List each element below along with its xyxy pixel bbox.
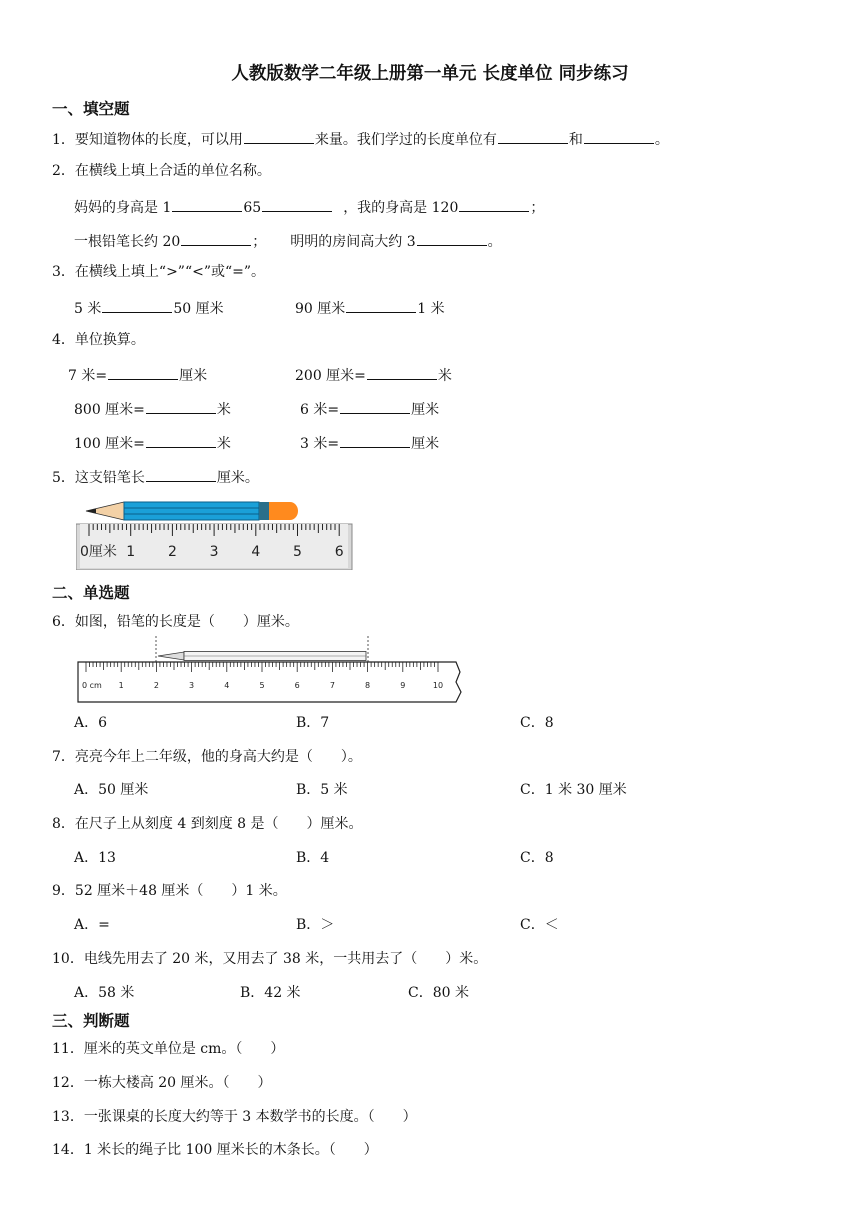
question-1 [52, 130, 669, 147]
section-heading-judge: 三、判断题 [52, 1012, 130, 1030]
ruler-tick-label: 9 [400, 681, 406, 690]
q4-text: 200 厘米= [295, 368, 366, 384]
question-9-stem: 9．52 厘米＋48 厘米（ ）1 米。 [52, 883, 287, 899]
answer-blank[interactable] [459, 198, 529, 212]
question-4-r3b [300, 434, 439, 451]
ruler-tick-label: 5 [259, 681, 265, 690]
question-3-a [74, 299, 224, 316]
question-4-r2a [74, 400, 231, 417]
question-8-stem: 8．在尺子上从刻度 4 到刻度 8 是（ ）厘米。 [52, 816, 363, 832]
answer-blank[interactable] [108, 366, 178, 380]
q4-text: 800 厘米= [74, 402, 145, 418]
q3-text: 5 米 [74, 301, 102, 317]
q5-text: 5．这支铅笔长 [52, 470, 145, 486]
answer-blank[interactable] [346, 299, 416, 313]
answer-blank[interactable] [498, 130, 568, 144]
q2-text: 65 [243, 200, 262, 216]
q8-option-b[interactable]: B．4 [296, 850, 330, 866]
question-2-line-2 [74, 232, 502, 249]
ruler-tick-label: 3 [189, 681, 195, 690]
answer-blank[interactable] [262, 198, 332, 212]
q2-text: ； [530, 200, 545, 216]
q10-option-c[interactable]: C．80 米 [408, 985, 469, 1001]
ruler-tick-label: 1 [126, 544, 136, 560]
q1-text-b: 来量。我们学过的长度单位有 [314, 132, 497, 148]
answer-blank[interactable] [172, 198, 242, 212]
ruler-tick-label: 6 [294, 681, 300, 690]
q3-text: 90 厘米 [295, 301, 346, 317]
q4-text: 厘米 [411, 436, 440, 452]
ruler-tick-label: 3 [209, 544, 219, 560]
ruler-tick-label: 8 [365, 681, 371, 690]
answer-blank[interactable] [584, 130, 654, 144]
q9-option-b[interactable]: B．＞ [296, 917, 335, 933]
q1-text-d: 。 [654, 132, 669, 148]
question-7-stem: 7．亮亮今年上二年级，他的身高大约是（ ）。 [52, 749, 362, 765]
question-4-stem: 4．单位换算。 [52, 332, 145, 348]
q2-text: 一根铅笔长约 20 [74, 234, 181, 250]
q2-text: ； [252, 234, 267, 250]
q4-text: 6 米= [300, 402, 340, 418]
answer-blank[interactable] [367, 366, 437, 380]
ruler-tick-label: 1 [118, 681, 124, 690]
q3-text: 50 厘米 [173, 301, 224, 317]
question-4-r2b [300, 400, 439, 417]
q6-option-c[interactable]: C．8 [520, 715, 554, 731]
ruler-tick-label: 2 [153, 681, 159, 690]
ruler-tick-label: 2 [167, 544, 177, 560]
ruler-tick-label: 10 [432, 681, 444, 690]
question-3-stem: 3．在横线上填上“>”“<”或“=”。 [52, 264, 266, 280]
ruler-tick-label: 4 [224, 681, 230, 690]
q7-option-b[interactable]: B．5 米 [296, 782, 348, 798]
pencil-ruler-figure-2 [76, 636, 466, 706]
ruler-tick-label: 5 [293, 544, 302, 560]
answer-blank[interactable] [340, 434, 410, 448]
question-11: 11．厘米的英文单位是 cm。（ ） [52, 1041, 285, 1057]
page-title: 人教版数学二年级上册第一单元 长度单位 同步练习 [231, 64, 629, 84]
question-5 [52, 468, 259, 485]
answer-blank[interactable] [244, 130, 314, 144]
question-4-r1b [295, 366, 452, 383]
section-heading-fill: 一、填空题 [52, 100, 130, 118]
question-2-stem: 2．在横线上填上合适的单位名称。 [52, 163, 271, 179]
ruler-tick-label: 7 [329, 681, 335, 690]
question-3-b [295, 299, 445, 316]
q2-text: ，我的身高是 120 [343, 200, 459, 216]
q7-option-a[interactable]: A．50 厘米 [74, 782, 149, 798]
ruler-icon [76, 524, 352, 570]
section-heading-choice: 二、单选题 [52, 584, 130, 602]
q4-text: 厘米 [411, 402, 440, 418]
pencil-icon [156, 636, 368, 664]
q9-option-c[interactable]: C．＜ [520, 917, 559, 933]
ruler-unit-label: 0厘米 [80, 544, 117, 560]
question-12: 12．一栋大楼高 20 厘米。（ ） [52, 1075, 272, 1091]
ruler-tick-label: 4 [251, 544, 261, 560]
question-2-line-1 [74, 198, 544, 215]
q6-option-b[interactable]: B．7 [296, 715, 330, 731]
answer-blank[interactable] [146, 434, 216, 448]
q4-text: 米 [437, 368, 452, 384]
question-13: 13．一张课桌的长度大约等于 3 本数学书的长度。（ ） [52, 1109, 417, 1125]
answer-blank[interactable] [102, 299, 172, 313]
q4-text: 3 米= [300, 436, 340, 452]
answer-blank[interactable] [146, 400, 216, 414]
ruler-tick-label: 6 [334, 544, 344, 560]
q4-text: 100 厘米= [74, 436, 145, 452]
answer-blank[interactable] [340, 400, 410, 414]
answer-blank[interactable] [181, 232, 251, 246]
question-10-stem: 10．电线先用去了 20 米，又用去了 38 米，一共用去了（ ）米。 [52, 951, 488, 967]
q4-text: 厘米 [179, 368, 208, 384]
q4-text: 米 [216, 436, 231, 452]
pencil-icon [86, 502, 298, 520]
q8-option-a[interactable]: A．13 [74, 850, 116, 866]
pencil-ruler-figure [76, 496, 356, 570]
q1-text-a: 1．要知道物体的长度，可以用 [52, 132, 243, 148]
answer-blank[interactable] [417, 232, 487, 246]
question-4-r3a [74, 434, 231, 451]
q2-text: 明明的房间高大约 3 [290, 234, 416, 250]
q7-option-c[interactable]: C．1 米 30 厘米 [520, 782, 627, 798]
q6-option-a[interactable]: A．6 [74, 715, 108, 731]
q2-text: 妈妈的身高是 1 [74, 200, 172, 216]
ruler-icon [78, 662, 461, 702]
q8-option-c[interactable]: C．8 [520, 850, 554, 866]
q3-text: 1 米 [417, 301, 445, 317]
q1-text-c: 和 [568, 132, 583, 148]
q5-text: 厘米。 [216, 470, 259, 486]
q9-option-a[interactable]: A．= [74, 917, 110, 933]
q4-text: 7 米= [68, 368, 108, 384]
ruler-unit-label: 0 cm [82, 681, 102, 690]
question-14: 14．1 米长的绳子比 100 厘米长的木条长。（ ） [52, 1142, 378, 1158]
q10-option-a[interactable]: A．58 米 [74, 985, 135, 1001]
q4-text: 米 [216, 402, 231, 418]
question-4-r1a [68, 366, 207, 383]
q10-option-b[interactable]: B．42 米 [240, 985, 301, 1001]
answer-blank[interactable] [146, 468, 216, 482]
question-6-stem: 6．如图，铅笔的长度是（ ）厘米。 [52, 614, 299, 630]
q2-text: 。 [487, 234, 502, 250]
